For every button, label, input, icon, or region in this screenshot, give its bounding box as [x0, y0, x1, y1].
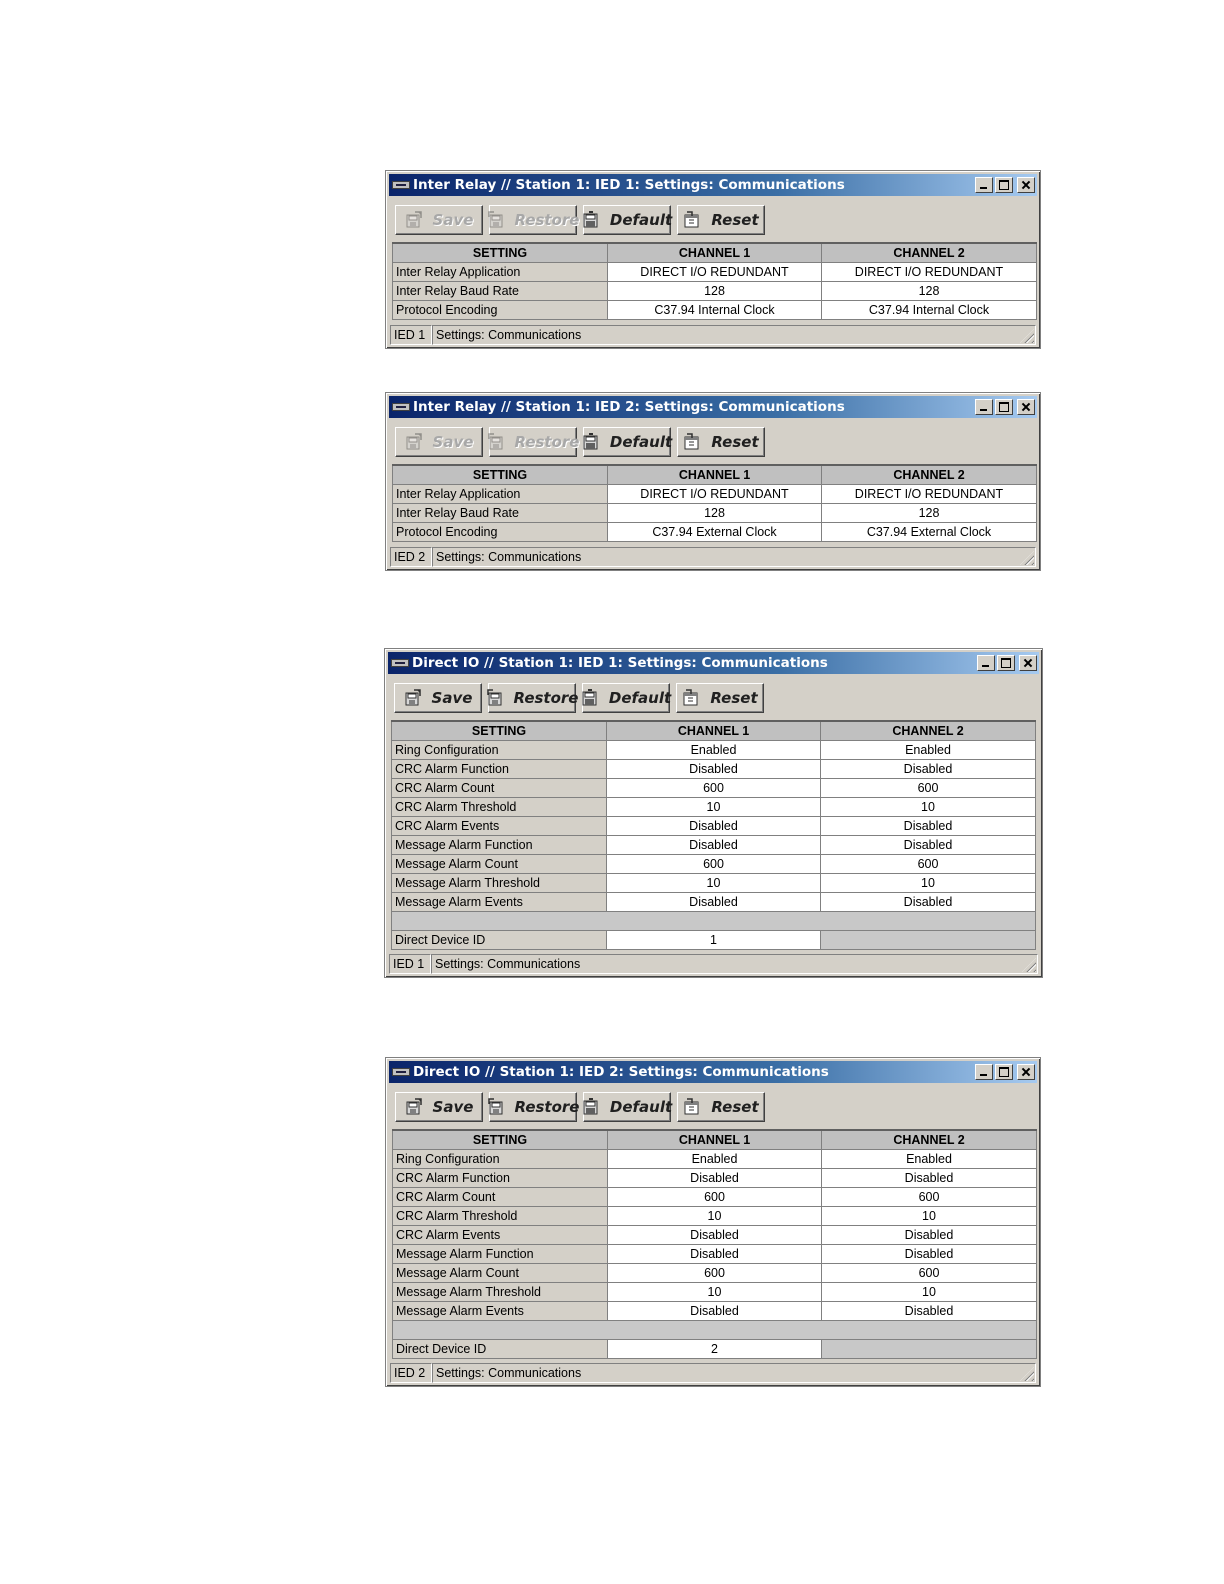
window-controls [975, 1064, 1035, 1080]
channel-1-value[interactable]: Disabled [607, 759, 821, 778]
settings-grid [391, 720, 1036, 950]
setting-label: Direct Device ID [392, 930, 607, 949]
table-row [392, 778, 1036, 797]
channel-1-value[interactable]: 10 [608, 1206, 822, 1225]
channel-1-value[interactable]: 600 [607, 778, 821, 797]
setting-label: CRC Alarm Threshold [393, 1206, 608, 1225]
channel-1-value[interactable]: 1 [607, 930, 821, 949]
channel-2-value[interactable]: 10 [822, 1206, 1037, 1225]
title-bar[interactable] [388, 652, 1039, 674]
default-button-label: Default [609, 211, 673, 229]
save-icon [405, 211, 423, 229]
channel-2-value[interactable]: 10 [822, 1282, 1037, 1301]
restore-button-label: Restore [514, 211, 580, 229]
save-button[interactable] [394, 683, 482, 713]
window-title: Direct IO // Station 1: IED 1: Settings: Communications [412, 655, 828, 671]
table-row [392, 740, 1036, 759]
channel-2-empty-cell [821, 930, 1036, 949]
channel-2-column-header: CHANNEL 2 [822, 465, 1037, 484]
close-icon[interactable] [1017, 1064, 1035, 1080]
restore-button[interactable] [489, 205, 580, 235]
table-row [392, 892, 1036, 911]
channel-1-value[interactable]: Enabled [608, 1149, 822, 1168]
channel-2-value[interactable]: 600 [821, 854, 1036, 873]
relay-app-icon[interactable] [391, 659, 409, 667]
default-button[interactable] [582, 683, 670, 713]
status-bar [390, 1363, 1036, 1383]
save-icon [404, 689, 422, 707]
window-controls [975, 399, 1035, 415]
channel-2-value[interactable]: Disabled [822, 1225, 1037, 1244]
spacer-cell [393, 1320, 1037, 1339]
channel-1-value[interactable]: Disabled [607, 816, 821, 835]
channel-2-value[interactable]: Disabled [821, 835, 1036, 854]
status-text: Settings: Communications [432, 547, 1036, 567]
reset-icon [682, 689, 700, 707]
channel-2-value[interactable]: Disabled [822, 1301, 1037, 1320]
default-button[interactable] [583, 1092, 671, 1122]
channel-2-value[interactable]: Disabled [821, 759, 1036, 778]
window-title: Inter Relay // Station 1: IED 1: Settings: Communications [413, 177, 845, 193]
channel-2-column-header: CHANNEL 2 [822, 243, 1037, 262]
table-row [393, 503, 1037, 522]
channel-1-value[interactable]: 2 [608, 1339, 822, 1358]
restore-button-label: Restore [513, 689, 579, 707]
table-row [393, 281, 1037, 300]
table-row [392, 816, 1036, 835]
channel-2-column-header: CHANNEL 2 [822, 1130, 1037, 1149]
channel-1-value[interactable]: DIRECT I/O REDUNDANT [608, 262, 822, 281]
restore-icon [487, 1098, 505, 1116]
setting-label: Message Alarm Threshold [392, 873, 607, 892]
setting-label: Ring Configuration [393, 1149, 608, 1168]
restore-button[interactable] [488, 683, 579, 713]
header-row [392, 721, 1036, 740]
status-device: IED 1 [390, 325, 432, 345]
default-button-label: Default [609, 1098, 673, 1116]
relay-app-icon[interactable] [392, 181, 410, 189]
setting-label: Direct Device ID [393, 1339, 608, 1358]
settings-grid [392, 1129, 1037, 1359]
table-row [393, 1149, 1037, 1168]
close-icon[interactable] [1017, 399, 1035, 415]
setting-label: CRC Alarm Function [392, 759, 607, 778]
table-row [393, 300, 1037, 319]
channel-1-value[interactable]: 10 [607, 873, 821, 892]
save-button[interactable] [395, 205, 483, 235]
table-row [393, 522, 1037, 541]
header-row [393, 243, 1037, 262]
save-icon [405, 433, 423, 451]
maximize-icon[interactable] [995, 399, 1013, 415]
spacer-row [393, 1320, 1037, 1339]
restore-icon [487, 433, 505, 451]
header-row [393, 465, 1037, 484]
default-button[interactable] [583, 427, 671, 457]
default-icon [582, 433, 600, 451]
setting-label: CRC Alarm Count [392, 778, 607, 797]
status-bar [389, 954, 1038, 974]
setting-column-header: SETTING [393, 465, 608, 484]
restore-icon [486, 689, 504, 707]
channel-2-empty-cell [822, 1339, 1037, 1358]
header-row [393, 1130, 1037, 1149]
setting-label: CRC Alarm Events [392, 816, 607, 835]
setting-label: Inter Relay Application [393, 484, 608, 503]
settings-grid [392, 242, 1037, 320]
channel-1-value[interactable]: Disabled [608, 1244, 822, 1263]
channel-1-value[interactable]: Disabled [608, 1168, 822, 1187]
minimize-icon[interactable] [975, 399, 993, 415]
channel-1-value[interactable]: C37.94 External Clock [608, 522, 822, 541]
relay-app-icon[interactable] [392, 1068, 410, 1076]
channel-2-value[interactable]: DIRECT I/O REDUNDANT [822, 484, 1037, 503]
table-row [393, 262, 1037, 281]
table-row [392, 759, 1036, 778]
setting-label: Message Alarm Events [392, 892, 607, 911]
channel-2-value[interactable]: Disabled [822, 1168, 1037, 1187]
setting-label: Inter Relay Baud Rate [393, 281, 608, 300]
channel-2-value[interactable]: 128 [822, 503, 1037, 522]
table-row [392, 854, 1036, 873]
channel-2-value[interactable]: DIRECT I/O REDUNDANT [822, 262, 1037, 281]
relay-app-icon[interactable] [392, 403, 410, 411]
status-text: Settings: Communications [432, 325, 1036, 345]
reset-button[interactable] [676, 683, 764, 713]
save-icon [405, 1098, 423, 1116]
setting-label: CRC Alarm Threshold [392, 797, 607, 816]
setting-column-header: SETTING [393, 1130, 608, 1149]
channel-1-value[interactable]: 10 [608, 1282, 822, 1301]
default-icon [582, 211, 600, 229]
table-row [392, 873, 1036, 892]
close-icon[interactable] [1019, 655, 1037, 671]
reset-icon [683, 211, 701, 229]
status-text: Settings: Communications [431, 954, 1038, 974]
maximize-icon[interactable] [995, 177, 1013, 193]
setting-label: Inter Relay Application [393, 262, 608, 281]
channel-1-value[interactable]: DIRECT I/O REDUNDANT [608, 484, 822, 503]
spacer-row [392, 911, 1036, 930]
channel-2-value[interactable]: Disabled [821, 816, 1036, 835]
save-button-label: Save [432, 1098, 474, 1116]
reset-button-label: Reset [711, 433, 759, 451]
toolbar [395, 1092, 765, 1122]
channel-2-value[interactable]: 10 [821, 873, 1036, 892]
channel-1-value[interactable]: 128 [608, 503, 822, 522]
reset-button-label: Reset [711, 1098, 759, 1116]
default-icon [581, 689, 599, 707]
channel-2-value[interactable]: 600 [821, 778, 1036, 797]
channel-2-value[interactable]: 10 [821, 797, 1036, 816]
channel-2-value[interactable]: Disabled [821, 892, 1036, 911]
table-row [393, 1263, 1037, 1282]
toolbar [395, 205, 765, 235]
title-bar[interactable] [389, 1061, 1037, 1083]
reset-button[interactable] [677, 1092, 765, 1122]
settings-window [385, 170, 1041, 349]
channel-1-value[interactable]: Disabled [607, 835, 821, 854]
channel-1-value[interactable]: C37.94 Internal Clock [608, 300, 822, 319]
status-device: IED 2 [390, 547, 432, 567]
setting-label: Protocol Encoding [393, 300, 608, 319]
default-button-label: Default [609, 433, 673, 451]
toolbar [394, 683, 764, 713]
table-row [393, 1244, 1037, 1263]
channel-1-value[interactable]: 600 [607, 854, 821, 873]
window-controls [975, 177, 1035, 193]
channel-1-value[interactable]: Enabled [607, 740, 821, 759]
channel-1-value[interactable]: 600 [608, 1263, 822, 1282]
channel-1-value[interactable]: 600 [608, 1187, 822, 1206]
status-device: IED 1 [389, 954, 431, 974]
channel-1-column-header: CHANNEL 1 [608, 243, 822, 262]
setting-label: Message Alarm Events [393, 1301, 608, 1320]
setting-label: Message Alarm Threshold [393, 1282, 608, 1301]
reset-button[interactable] [677, 427, 765, 457]
setting-label: Protocol Encoding [393, 522, 608, 541]
channel-1-value[interactable]: 128 [608, 281, 822, 300]
setting-label: Ring Configuration [392, 740, 607, 759]
channel-2-value[interactable]: C37.94 Internal Clock [822, 300, 1037, 319]
default-icon [582, 1098, 600, 1116]
status-bar [390, 547, 1036, 567]
restore-button[interactable] [489, 1092, 580, 1122]
table-row [392, 930, 1036, 949]
default-button-label: Default [608, 689, 672, 707]
channel-1-value[interactable]: Disabled [608, 1301, 822, 1320]
table-row [393, 1168, 1037, 1187]
table-row [392, 835, 1036, 854]
maximize-icon[interactable] [997, 655, 1015, 671]
table-row [393, 1206, 1037, 1225]
channel-1-column-header: CHANNEL 1 [608, 1130, 822, 1149]
default-button[interactable] [583, 205, 671, 235]
channel-2-value[interactable]: Enabled [822, 1149, 1037, 1168]
restore-button-label: Restore [514, 1098, 580, 1116]
table-row [392, 797, 1036, 816]
table-row [393, 484, 1037, 503]
setting-label: CRC Alarm Count [393, 1187, 608, 1206]
channel-1-value[interactable]: Disabled [607, 892, 821, 911]
channel-1-column-header: CHANNEL 1 [608, 465, 822, 484]
minimize-icon[interactable] [977, 655, 995, 671]
table-row [393, 1187, 1037, 1206]
channel-2-column-header: CHANNEL 2 [821, 721, 1036, 740]
channel-1-value[interactable]: 10 [607, 797, 821, 816]
channel-2-value[interactable]: Disabled [822, 1244, 1037, 1263]
save-button[interactable] [395, 427, 483, 457]
restore-button-label: Restore [514, 433, 580, 451]
spacer-cell [392, 911, 1036, 930]
reset-button-label: Reset [710, 689, 758, 707]
table-row [393, 1339, 1037, 1358]
setting-label: Message Alarm Function [392, 835, 607, 854]
reset-button-label: Reset [711, 211, 759, 229]
channel-1-value[interactable]: Disabled [608, 1225, 822, 1244]
setting-column-header: SETTING [392, 721, 607, 740]
table-row [393, 1225, 1037, 1244]
channel-2-value[interactable]: Enabled [821, 740, 1036, 759]
setting-label: Inter Relay Baud Rate [393, 503, 608, 522]
channel-2-value[interactable]: C37.94 External Clock [822, 522, 1037, 541]
close-icon[interactable] [1017, 177, 1035, 193]
settings-window [385, 1057, 1041, 1387]
title-bar[interactable] [389, 396, 1037, 418]
settings-grid [392, 464, 1037, 542]
settings-window [385, 392, 1041, 571]
setting-column-header: SETTING [393, 243, 608, 262]
window-controls [977, 655, 1037, 671]
status-text: Settings: Communications [432, 1363, 1036, 1383]
setting-label: Message Alarm Count [392, 854, 607, 873]
channel-2-value[interactable]: 600 [822, 1263, 1037, 1282]
save-button-label: Save [432, 211, 474, 229]
setting-label: CRC Alarm Function [393, 1168, 608, 1187]
maximize-icon[interactable] [995, 1064, 1013, 1080]
window-title: Direct IO // Station 1: IED 2: Settings: Communications [413, 1064, 829, 1080]
reset-button[interactable] [677, 205, 765, 235]
toolbar [395, 427, 765, 457]
restore-button[interactable] [489, 427, 580, 457]
title-bar[interactable] [389, 174, 1037, 196]
minimize-icon[interactable] [975, 177, 993, 193]
save-button-label: Save [432, 433, 474, 451]
table-row [393, 1282, 1037, 1301]
table-row [393, 1301, 1037, 1320]
reset-icon [683, 1098, 701, 1116]
channel-2-value[interactable]: 128 [822, 281, 1037, 300]
reset-icon [683, 433, 701, 451]
restore-icon [487, 211, 505, 229]
save-button-label: Save [431, 689, 473, 707]
channel-2-value[interactable]: 600 [822, 1187, 1037, 1206]
setting-label: CRC Alarm Events [393, 1225, 608, 1244]
channel-1-column-header: CHANNEL 1 [607, 721, 821, 740]
status-device: IED 2 [390, 1363, 432, 1383]
status-bar [390, 325, 1036, 345]
settings-window [384, 648, 1043, 978]
save-button[interactable] [395, 1092, 483, 1122]
window-title: Inter Relay // Station 1: IED 2: Settings: Communications [413, 399, 845, 415]
setting-label: Message Alarm Count [393, 1263, 608, 1282]
setting-label: Message Alarm Function [393, 1244, 608, 1263]
minimize-icon[interactable] [975, 1064, 993, 1080]
